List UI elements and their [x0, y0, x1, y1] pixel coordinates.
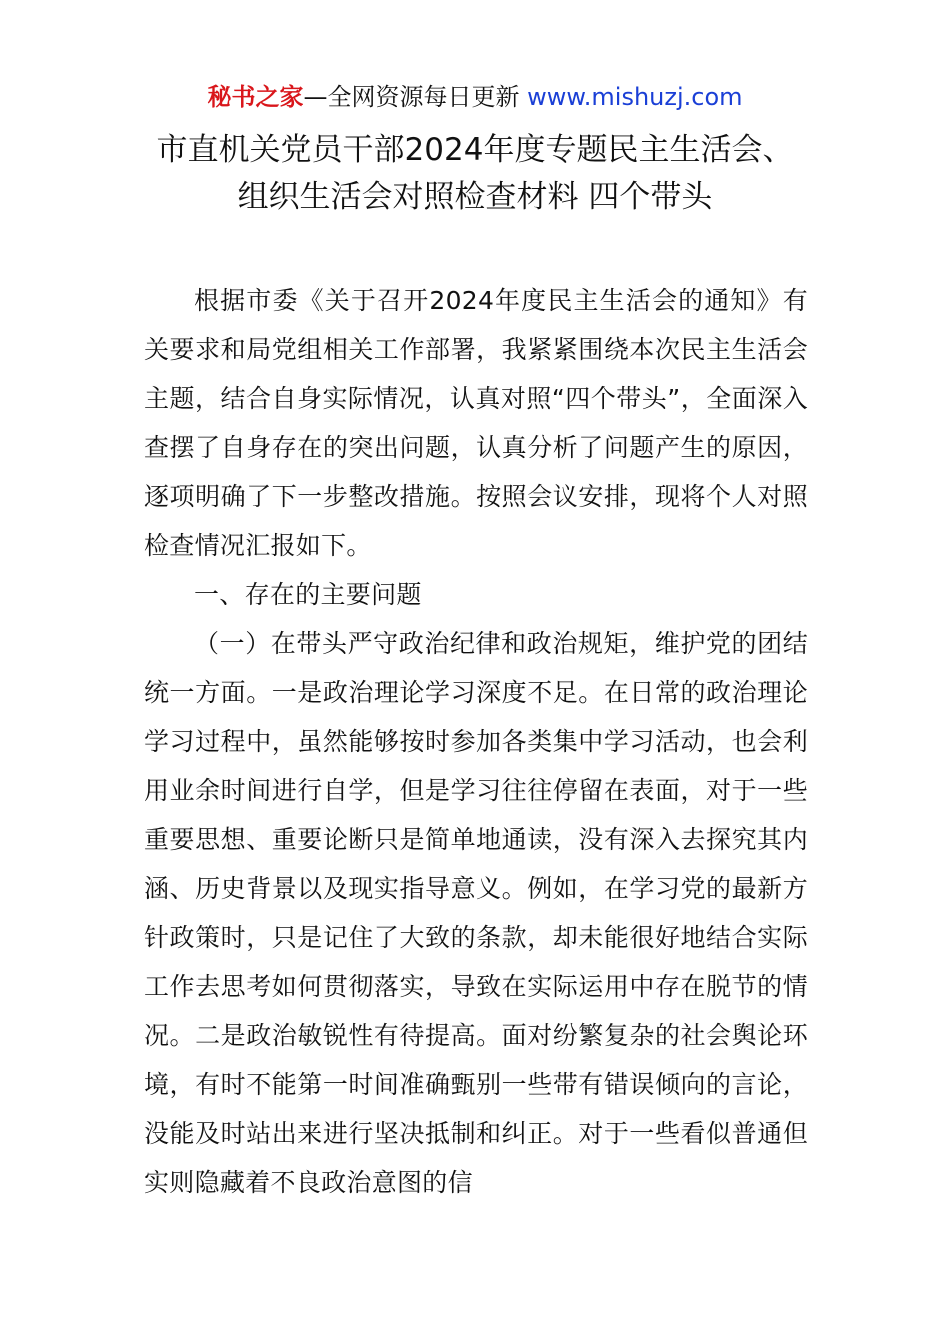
document-title-line-2: 组织生活会对照检查材料 四个带头 [237, 179, 713, 215]
section-heading: 一、存在的主要问题 [194, 580, 422, 609]
problem-paragraph-1: （一）在带头严守政治纪律和政治规矩，维护党的团结统一方面。一是政治理论学习深度不足。在日常的政治理论学习过程中，虽然能够按时参加各类集中学习活动，也会利用业余时间进行自学，但是学习往往停留在表面，对于一些重要思想、重要论断只是简单地通读，没有深入去探究其内涵、历史背景以及现实指导意义。例如，在学习党的最新方针政策时，只是记住了大致的条款，却未能很好地结合实际工作去思考如何贯彻落实，导致在实际运用中存在脱节的情况。二是政治敏锐性有待提高。面对纷繁复杂的社会舆论环境，有时不能第一时间准确甄别一些带有错误倾向的言论，没能及时站出来进行坚决抵制和纠正。对于一些看似普通但实则隐藏着不良政治意图的信 [144, 629, 808, 1197]
site-url[interactable]: www.mishuzj.com [527, 83, 743, 111]
document-title-line-1: 市直机关党员干部2024年度专题民主生活会、 [156, 132, 794, 168]
document-body [144, 276, 808, 1207]
site-tagline: —全网资源每日更新 [303, 83, 528, 111]
intro-paragraph: 根据市委《关于召开2024年度民主生活会的通知》有关要求和局党组相关工作部署，我紧紧围绕本次民主生活会主题，结合自身实际情况，认真对照“四个带头”，全面深入查摆了自身存在的突出问题，认真分析了问题产生的原因，逐项明确了下一步整改措施。按照会议安排，现将个人对照检查情况汇报如下。 [144, 286, 808, 560]
site-name: 秘书之家 [207, 83, 304, 111]
site-header [0, 80, 950, 114]
